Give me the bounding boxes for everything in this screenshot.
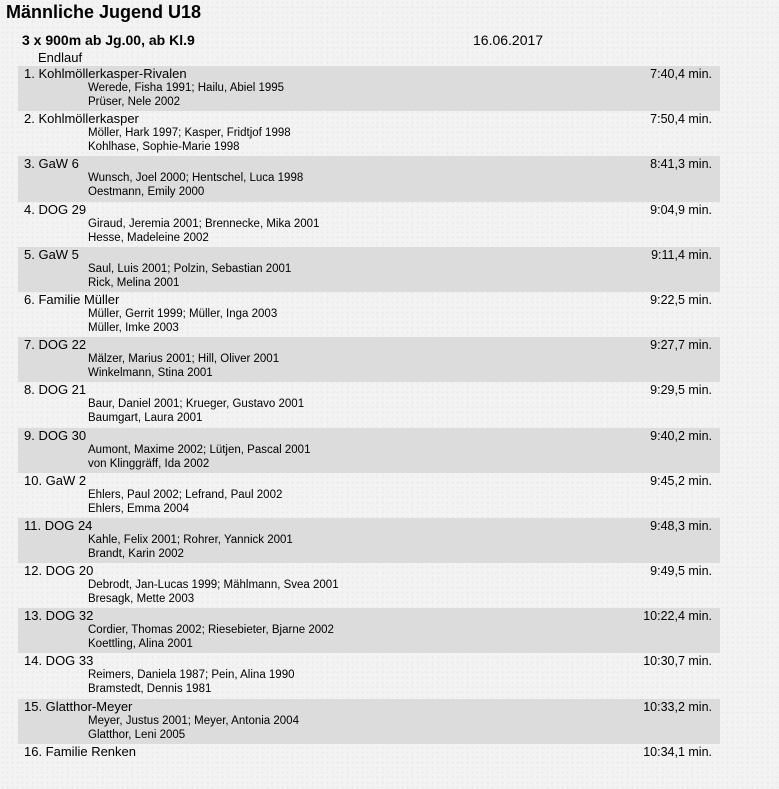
result-row bbox=[18, 337, 720, 382]
runners-line-2: Koettling, Alina 2001 bbox=[88, 638, 193, 651]
runners-line-2: Hesse, Madeleine 2002 bbox=[88, 231, 209, 244]
result-row bbox=[18, 563, 720, 608]
round-label: Endlauf bbox=[38, 50, 83, 65]
runners-line-1: Müller, Gerrit 1999; Müller, Inga 2003 bbox=[88, 307, 278, 320]
team-name: 2. Kohlmöllerkasper bbox=[24, 111, 139, 127]
team-name: 5. GaW 5 bbox=[24, 246, 79, 262]
result-row bbox=[18, 111, 720, 156]
team-name: 1. Kohlmöllerkasper-Rivalen bbox=[24, 66, 187, 81]
runners-line-1: Giraud, Jeremia 2001; Brennecke, Mika 2001 bbox=[88, 217, 320, 230]
result-row bbox=[18, 382, 720, 427]
runners-line-2: Kohlhase, Sophie-Marie 1998 bbox=[88, 141, 240, 154]
result-time: 9:40,2 min. bbox=[650, 428, 712, 443]
runners-line-1: Ehlers, Paul 2002; Lefrand, Paul 2002 bbox=[88, 488, 283, 501]
result-time: 10:33,2 min. bbox=[643, 699, 712, 714]
result-time: 7:50,4 min. bbox=[650, 112, 712, 127]
result-time: 9:45,2 min. bbox=[650, 473, 712, 488]
runners-line-1: Saul, Luis 2001; Polzin, Sebastian 2001 bbox=[88, 262, 292, 275]
runners-line-2: Winkelmann, Stina 2001 bbox=[88, 367, 213, 380]
runners-line-1: Wunsch, Joel 2000; Hentschel, Luca 1998 bbox=[88, 172, 304, 185]
result-row bbox=[18, 156, 720, 201]
runners-line-2: Ehlers, Emma 2004 bbox=[88, 502, 189, 515]
result-row bbox=[18, 66, 720, 111]
result-row bbox=[18, 608, 720, 653]
event-date: 16.06.2017 bbox=[473, 32, 544, 48]
runners-line-2: Prüser, Nele 2002 bbox=[88, 96, 181, 108]
result-row bbox=[18, 744, 720, 789]
team-name: 4. DOG 29 bbox=[24, 201, 87, 217]
result-time: 9:29,5 min. bbox=[650, 383, 712, 398]
team-name: 10. GaW 2 bbox=[24, 472, 87, 488]
result-row bbox=[18, 473, 720, 518]
event-title: 3 x 900m ab Jg.00, ab Kl.9 bbox=[22, 32, 195, 48]
runners-line-2: Müller, Imke 2003 bbox=[88, 321, 179, 334]
result-time: 9:27,7 min. bbox=[650, 338, 712, 353]
result-row bbox=[18, 202, 720, 247]
result-time: 9:49,5 min. bbox=[650, 564, 712, 579]
runners-line-1: Aumont, Maxime 2002; Lütjen, Pascal 2001 bbox=[88, 443, 311, 456]
results-list bbox=[0, 66, 779, 789]
result-time: 8:41,3 min. bbox=[650, 157, 712, 172]
team-name: 12. DOG 20 bbox=[24, 563, 94, 579]
result-time: 9:48,3 min. bbox=[650, 518, 712, 533]
runners-line-2: Oestmann, Emily 2000 bbox=[88, 186, 205, 199]
result-row bbox=[18, 292, 720, 337]
result-time: 10:22,4 min. bbox=[643, 609, 712, 624]
result-row bbox=[18, 699, 720, 744]
team-name: 11. DOG 24 bbox=[24, 517, 93, 533]
runners-line-2: Glatthor, Leni 2005 bbox=[88, 728, 186, 741]
runners-line-1: Mälzer, Marius 2001; Hill, Oliver 2001 bbox=[88, 353, 280, 366]
team-name: 9. DOG 30 bbox=[24, 427, 87, 443]
result-row bbox=[18, 518, 720, 563]
team-name: 13. DOG 32 bbox=[24, 608, 94, 624]
runners-line-1: Cordier, Thomas 2002; Riesebieter, Bjarne 2002 bbox=[88, 624, 334, 637]
team-name: 6. Familie Müller bbox=[24, 291, 120, 307]
runners-line-1: Baur, Daniel 2001; Krueger, Gustavo 2001 bbox=[88, 398, 305, 411]
result-row bbox=[18, 247, 720, 292]
runners-line-1: Kahle, Felix 2001; Rohrer, Yannick 2001 bbox=[88, 533, 293, 546]
runners-line-2: Rick, Melina 2001 bbox=[88, 276, 180, 289]
page-title: Männliche Jugend U18 bbox=[6, 2, 202, 22]
result-row bbox=[18, 653, 720, 698]
runners-line-1: Werede, Fisha 1991; Hailu, Abiel 1995 bbox=[88, 82, 285, 94]
result-time: 10:30,7 min. bbox=[643, 654, 712, 669]
team-name: 7. DOG 22 bbox=[24, 337, 87, 353]
team-name: 15. Glatthor-Meyer bbox=[24, 698, 133, 714]
team-name: 14. DOG 33 bbox=[24, 653, 94, 669]
result-time: 9:11,4 min. bbox=[651, 247, 712, 262]
result-time: 10:34,1 min. bbox=[643, 744, 712, 759]
runners-line-1: Debrodt, Jan-Lucas 1999; Mählmann, Svea 2001 bbox=[88, 579, 339, 592]
result-time: 9:04,9 min. bbox=[650, 202, 712, 217]
runners-line-2: Brandt, Karin 2002 bbox=[88, 547, 184, 560]
runners-line-1: Reimers, Daniela 1987; Pein, Alina 1990 bbox=[88, 669, 295, 682]
runners-line-1: Meyer, Justus 2001; Meyer, Antonia 2004 bbox=[88, 714, 299, 727]
runners-line-2: Baumgart, Laura 2001 bbox=[88, 412, 203, 425]
team-name: 16. Familie Renken bbox=[24, 743, 136, 759]
result-time: 9:22,5 min. bbox=[650, 292, 712, 307]
result-time: 7:40,4 min. bbox=[650, 67, 712, 81]
team-name: 3. GaW 6 bbox=[24, 156, 79, 172]
runners-line-2: Bramstedt, Dennis 1981 bbox=[88, 683, 212, 696]
runners-line-1: Möller, Hark 1997; Kasper, Fridtjof 1998 bbox=[88, 127, 291, 140]
runners-line-2: von Klinggräff, Ida 2002 bbox=[88, 457, 210, 470]
team-name: 8. DOG 21 bbox=[24, 382, 87, 398]
runners-line-2: Bresagk, Mette 2003 bbox=[88, 593, 195, 606]
result-row bbox=[18, 428, 720, 473]
